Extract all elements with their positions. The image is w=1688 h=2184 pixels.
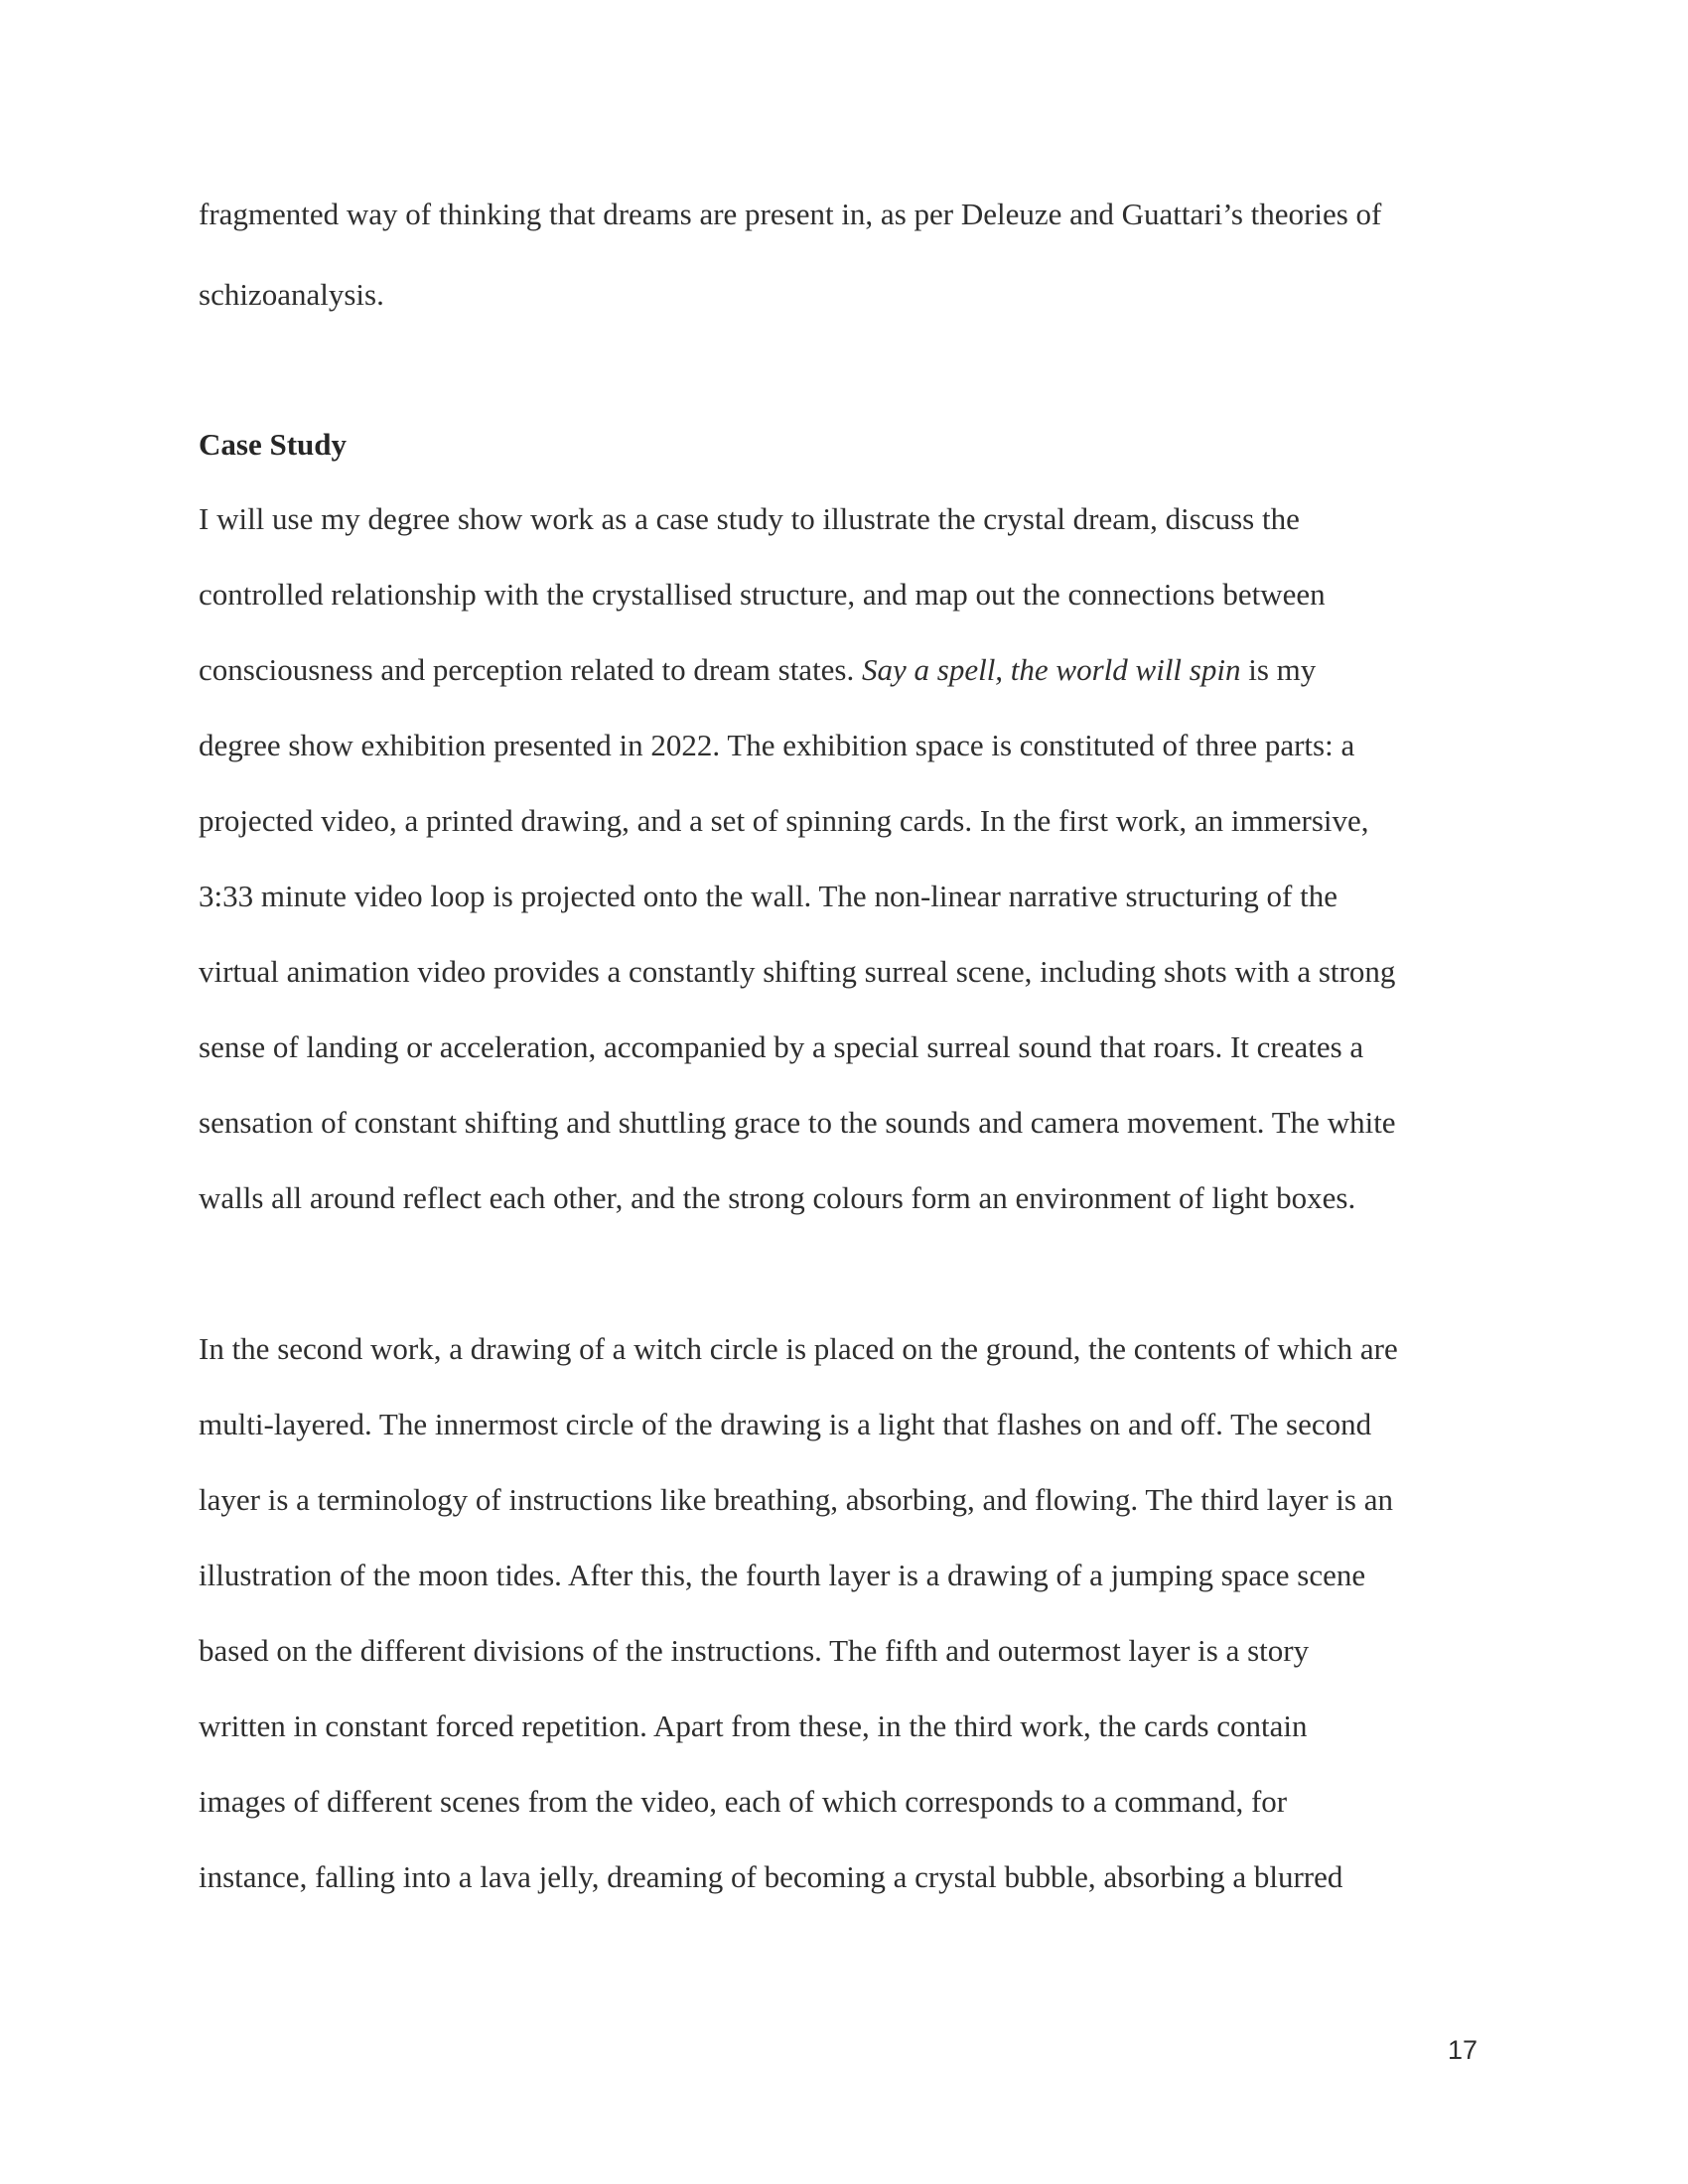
page-number: 17	[1448, 2035, 1478, 2065]
case-study-line-3-before: consciousness and perception related to dream states.	[199, 652, 862, 687]
case-study-line-9: sensation of constant shifting and shuttling grace to the sounds and camera movement. The white	[199, 1105, 1396, 1140]
case-study-line-6: 3:33 minute video loop is projected onto the wall. The non-linear narrative structuring of the	[199, 879, 1337, 913]
intro-line-1: fragmented way of thinking that dreams are present in, as per Deleuze and Guattari’s theories of	[199, 197, 1382, 231]
section-heading: Case Study	[199, 427, 348, 462]
case-study-line-4: degree show exhibition presented in 2022. The exhibition space is constituted of three parts: a	[199, 728, 1355, 762]
case-study-line-1: I will use my degree show work as a case study to illustrate the crystal dream, discuss the	[199, 501, 1300, 536]
second-work-line-4: illustration of the moon tides. After this, the fourth layer is a drawing of a jumping space scene	[199, 1558, 1366, 1592]
second-work-line-2: multi-layered. The innermost circle of the drawing is a light that flashes on and off. The second	[199, 1407, 1372, 1441]
second-work-line-1: In the second work, a drawing of a witch circle is placed on the ground, the contents of which are	[199, 1331, 1398, 1366]
second-work-line-3: layer is a terminology of instructions like breathing, absorbing, and flowing. The third layer is an	[199, 1482, 1393, 1517]
case-study-line-3	[199, 650, 1316, 690]
case-study-line-10: walls all around reflect each other, and the strong colours form an environment of light boxes.	[199, 1180, 1356, 1215]
second-work-line-5: based on the different divisions of the instructions. The fifth and outermost layer is a story	[199, 1633, 1310, 1668]
case-study-line-3-after: is my	[1240, 652, 1317, 687]
second-work-line-8: instance, falling into a lava jelly, dreaming of becoming a crystal bubble, absorbing a blurred	[199, 1859, 1343, 1894]
second-work-line-7: images of different scenes from the video, each of which corresponds to a command, for	[199, 1784, 1288, 1819]
case-study-line-7: virtual animation video provides a constantly shifting surreal scene, including shots with a strong	[199, 954, 1396, 989]
case-study-line-2: controlled relationship with the crystallised structure, and map out the connections between	[199, 577, 1326, 612]
exhibition-title: Say a spell, the world will spin	[862, 652, 1241, 687]
case-study-line-5: projected video, a printed drawing, and a set of spinning cards. In the first work, an immersive,	[199, 803, 1369, 838]
intro-line-2: schizoanalysis.	[199, 277, 384, 312]
second-work-line-6: written in constant forced repetition. Apart from these, in the third work, the cards contain	[199, 1708, 1308, 1743]
case-study-line-8: sense of landing or acceleration, accompanied by a special surreal sound that roars. It creates a	[199, 1029, 1364, 1064]
